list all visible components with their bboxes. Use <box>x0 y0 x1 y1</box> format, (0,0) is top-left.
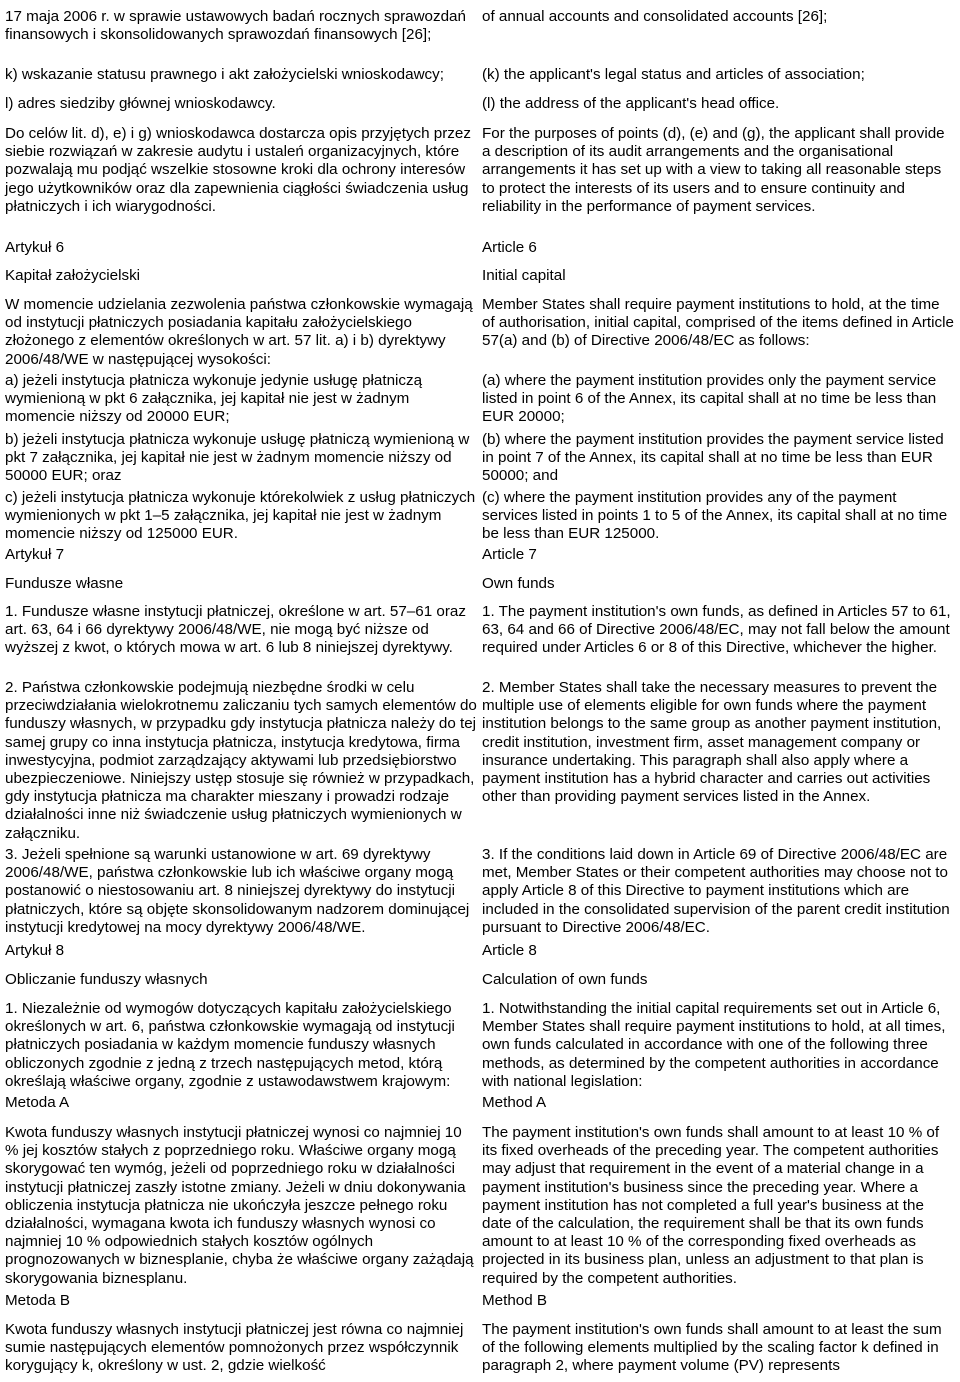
english-paragraph: Initial capital <box>482 267 566 284</box>
english-paragraph: Method A <box>482 1094 547 1111</box>
english-paragraph: Article 7 <box>482 546 537 563</box>
polish-paragraph: 1. Niezależnie od wymogów dotyczących kapitału założycielskiego określonych w art. 6, państwa członkowskie wymagają od instytucji płatniczych posiadania w każdym momencie funduszy własnych obliczonych zgodnie z jedną z trzech następujących metod, którą określają właściwe organy, zgodnie z ustawodawstwem krajowym: <box>5 1000 455 1090</box>
polish-paragraph: l) adres siedziby głównej wnioskodawcy. <box>5 95 276 112</box>
polish-paragraph: k) wskazanie statusu prawnego i akt założycielski wnioskodawcy; <box>5 66 444 83</box>
english-paragraph: Method B <box>482 1292 548 1309</box>
polish-paragraph: c) jeżeli instytucja płatnicza wykonuje którekolwiek z usług płatniczych wymienionych w pkt 1–5 załącznika, jej kapitał nie jest w żadnym momencie niższy od 125000 EUR. <box>5 489 476 543</box>
polish-paragraph: Artykuł 7 <box>5 546 65 563</box>
polish-paragraph: Kapitał założycielski <box>5 267 141 284</box>
english-paragraph: 2. Member States shall take the necessary measures to prevent the multiple use of elements eligible for own funds where the payment institution belongs to the same group as another payment institution, credit institution, investment firm, asset management company or insurance undertaking. This paragraph shall also apply where a payment institution has a hybrid character and carries out activities other than providing payment services listed in the Annex. <box>482 679 942 806</box>
english-paragraph: Article 8 <box>482 942 537 959</box>
polish-paragraph: b) jeżeli instytucja płatnicza wykonuje usługę płatniczą wymienioną w pkt 7 załącznika, jej kapitał nie jest w żadnym momencie niższy od 50000 EUR; oraz <box>5 431 470 485</box>
english-paragraph: (c) where the payment institution provides any of the payment services listed in points 1 to 5 of the Annex, its capital shall at no time be less than EUR 125000. <box>482 489 948 543</box>
polish-paragraph: Metoda B <box>5 1292 71 1309</box>
polish-paragraph: a) jeżeli instytucja płatnicza wykonuje jedynie usługę płatniczą wymienioną w pkt 6 załącznika, jej kapitał nie jest w żadnym momencie niższy od 20000 EUR; <box>5 372 423 426</box>
polish-paragraph: Kwota funduszy własnych instytucji płatniczej wynosi co najmniej 10 % jej kosztów stałych z poprzedniego roku. Właściwe organy mogą skorygować ten wymóg, jeżeli od poprzedniego roku w działalności instytucji płatniczej zaszły istotne zmiany. Jeżeli w dniu dokonywania obliczenia instytucja płatnicza nie ukończyła jeszcze pełnego roku działalności, wymagana kwota ich funduszy własnych wynosi co najmniej 10 % odpowiednich stałych kosztów ogólnych prognozowanych w biznesplanie, chyba że właściwe organy zażądają skorygowania biznesplanu. <box>5 1124 474 1287</box>
english-paragraph: (k) the applicant's legal status and articles of association; <box>482 66 865 83</box>
polish-paragraph: Do celów lit. d), e) i g) wnioskodawca dostarcza opis przyjętych przez siebie rozwiązań w zakresie audytu i ustaleń organizacyjnych, które pozwalają mu podjąć wszelkie stosowne kroki dla ochrony interesów jego użytkowników oraz dla zapewnienia ciągłości świadczenia usług płatniczych i ich wiarygodności. <box>5 125 471 215</box>
english-paragraph: 1. Notwithstanding the initial capital requirements set out in Article 6, Member States shall require payment institutions to hold, at all times, own funds calculated in accordance with one of the following three methods, as determined by the competent authorities in accordance with national legislation: <box>482 1000 946 1090</box>
english-paragraph: The payment institution's own funds shall amount to at least the sum of the following elements multiplied by the scaling factor k defined in paragraph 2, where payment volume (PV) represents <box>482 1321 942 1375</box>
english-paragraph: For the purposes of points (d), (e) and (g), the applicant shall provide a description of its audit arrangements and the organisational arrangements it has set up with a view to taking all reasonable steps to protect the interests of its users and to ensure continuity and reliability in the performance of payment services. <box>482 125 945 215</box>
polish-paragraph: Kwota funduszy własnych instytucji płatniczej jest równa co najmniej sumie następujących elementów pomnożonych przez współczynnik korygujący k, określony w ust. 2, gdzie wielkość <box>5 1321 464 1375</box>
polish-paragraph: 3. Jeżeli spełnione są warunki ustanowione w art. 69 dyrektywy 2006/48/WE, państwa członkowskie lub ich właściwe organy mogą postanowić o niestosowaniu art. 8 niniejszej dyrektywy do instytucji płatniczych, które są objęte skonsolidowanym nadzorem dominującej instytucji kredytowej na mocy dyrektywy 2006/48/WE. <box>5 846 470 936</box>
polish-paragraph: Obliczanie funduszy własnych <box>5 971 208 988</box>
english-paragraph: Member States shall require payment institutions to hold, at the time of authorisation, initial capital, comprised of the items defined in Article 57(a) and (b) of Directive 2006/48/EC as follows: <box>482 296 954 350</box>
polish-paragraph: 1. Fundusze własne instytucji płatniczej, określone w art. 57–61 oraz art. 63, 64 i 66 dyrektywy 2006/48/WE, nie mogą być niższe od wyższej z kwot, o których mowa w art. 6 lub 8 niniejszej dyrektywy. <box>5 603 466 657</box>
english-paragraph: (a) where the payment institution provides only the payment service listed in point 6 of the Annex, its capital shall at no time be less than EUR 20000; <box>482 372 937 426</box>
polish-paragraph: 2. Państwa członkowskie podejmują niezbędne środki w celu przeciwdziałania wielokrotnemu zaliczaniu tych samych elementów do funduszy własnych, w przypadku gdy instytucja płatnicza należy do tej samej grupy co inna instytucja płatnicza, instytucja kredytowa, firma inwestycyjna, podmiot zarządzający aktywami lub przedsiębiorstwo ubezpieczeniowe. Niniejszy ustęp stosuje się również w przypadkach, gdy instytucja płatnicza ma charakter mieszany i prowadzi rodzaje działalności inne niż świadczenie usług płatniczych wymienionych w załączniku. <box>5 679 477 842</box>
polish-paragraph: 17 maja 2006 r. w sprawie ustawowych badań rocznych sprawozdań finansowych i skonsolidowanych sprawozdań finansowych [26]; <box>5 8 466 44</box>
english-paragraph: of annual accounts and consolidated accounts [26]; <box>482 8 828 25</box>
english-paragraph: Article 6 <box>482 239 537 256</box>
english-paragraph: The payment institution's own funds shall amount to at least 10 % of its fixed overheads of the preceding year. The competent authorities may adjust that requirement in the event of a material change in a payment institution's business since the preceding year. Where a payment institution has not completed a full year's business at the date of the calculation, the requirement shall be that its own funds amount to at least 10 % of the corresponding fixed overheads as projected in its business plan, unless an adjustment to that plan is required by the competent authorities. <box>482 1124 940 1287</box>
polish-paragraph: W momencie udzielania zezwolenia państwa członkowskie wymagają od instytucji płatniczych posiadania kapitału założycielskiego złożonego z elementów określonych w art. 57 lit. a) i b) dyrektywy 2006/48/WE w następującej wysokości: <box>5 296 473 368</box>
polish-paragraph: Artykuł 8 <box>5 942 65 959</box>
polish-paragraph: Fundusze własne <box>5 575 124 592</box>
english-paragraph: (b) where the payment institution provides the payment service listed in point 7 of the Annex, its capital shall at no time be less than EUR 50000; and <box>482 431 944 485</box>
english-paragraph: (l) the address of the applicant's head office. <box>482 95 780 112</box>
english-paragraph: Calculation of own funds <box>482 971 648 988</box>
english-paragraph: Own funds <box>482 575 555 592</box>
english-paragraph: 3. If the conditions laid down in Article 69 of Directive 2006/48/EC are met, Member States or their competent authorities may choose not to apply Article 8 of this Directive to payment institutions which are included in the consolidated supervision of the parent credit institution pursuant to Directive 2006/48/EC. <box>482 846 950 936</box>
polish-paragraph: Metoda A <box>5 1094 70 1111</box>
english-paragraph: 1. The payment institution's own funds, as defined in Articles 57 to 61, 63, 64 and 66 of Directive 2006/48/EC, may not fall below the amount required under Articles 6 or 8 of this Directive, whichever the higher. <box>482 603 951 657</box>
polish-paragraph: Artykuł 6 <box>5 239 65 256</box>
